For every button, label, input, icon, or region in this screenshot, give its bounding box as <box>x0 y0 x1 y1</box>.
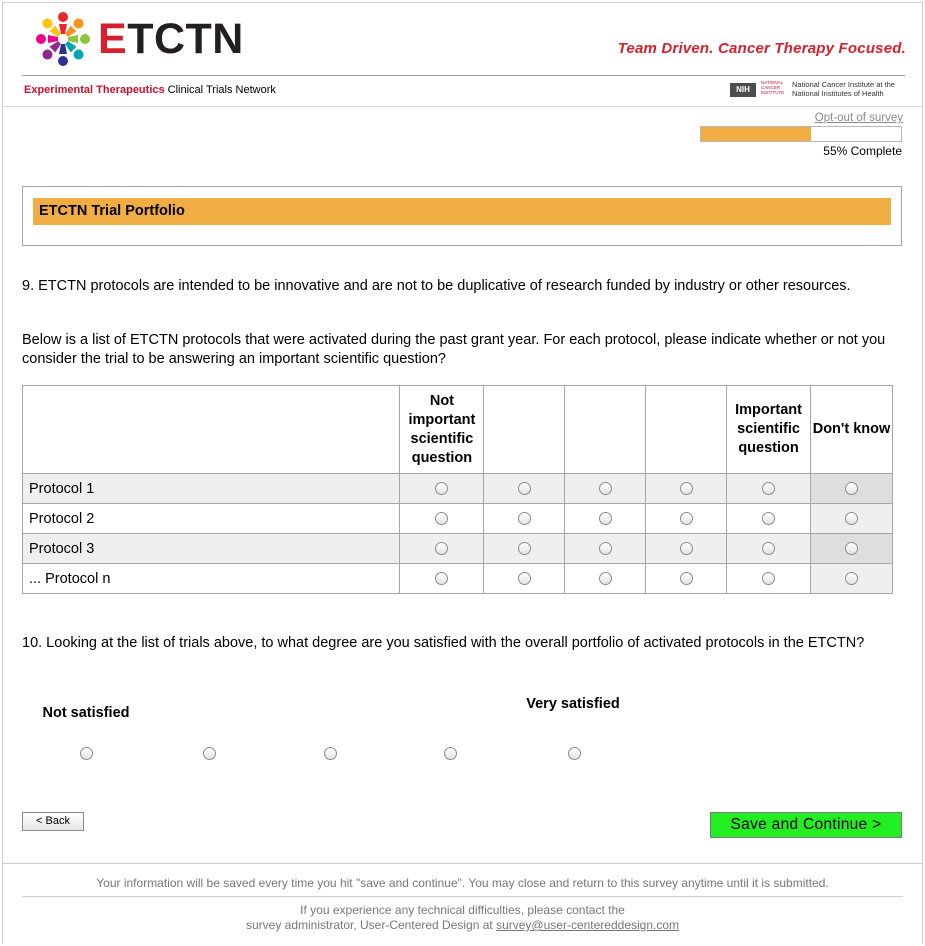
header-divider <box>22 75 905 76</box>
rating-radio[interactable] <box>435 542 448 555</box>
rating-radio[interactable] <box>762 542 775 555</box>
rating-cell <box>565 504 646 534</box>
nih-caption-line2: National Institutes of Health <box>792 89 884 98</box>
question-9-text: 9. ETCTN protocols are intended to be innovative and are not to be duplicative of research funded by industry or other resources. <box>22 278 851 294</box>
rating-radio[interactable] <box>599 572 612 585</box>
section-header-box <box>22 186 902 246</box>
network-name-red: Experimental Therapeutics <box>24 84 165 96</box>
save-and-continue-button[interactable]: Save and Continue > <box>710 812 902 838</box>
opt-out-link[interactable]: Opt-out of survey <box>814 112 903 124</box>
contact-line-1: If you experience any technical difficulties, please contact the <box>300 903 625 917</box>
col-header-dont-know: Don't know <box>811 386 893 474</box>
rating-cell <box>484 504 565 534</box>
rating-radio[interactable] <box>762 572 775 585</box>
rating-radio[interactable] <box>680 482 693 495</box>
rating-cell <box>400 504 484 534</box>
rating-cell <box>484 534 565 564</box>
satisfaction-radio[interactable] <box>444 747 457 760</box>
footer-divider <box>3 863 922 864</box>
rating-radio[interactable] <box>680 512 693 525</box>
rating-cell <box>565 564 646 594</box>
satisfaction-radio[interactable] <box>80 747 93 760</box>
rating-radio[interactable] <box>762 512 775 525</box>
col-header-3 <box>565 386 646 474</box>
rating-cell <box>646 474 727 504</box>
rating-cell <box>400 564 484 594</box>
matrix-header-row <box>23 386 893 474</box>
rating-radio[interactable] <box>435 572 448 585</box>
table-row <box>23 564 893 594</box>
network-name <box>24 84 276 96</box>
logo-letters-tctn: TCTN <box>127 15 244 63</box>
scale-high-label: Very satisfied <box>526 696 620 712</box>
question-9-instruction: Below is a list of ETCTN protocols that were activated during the past grant year. For each protocol, please indicate whether or not you consider the trial to be answering an important scientific question? <box>22 332 886 367</box>
rating-radio[interactable] <box>680 542 693 555</box>
satisfaction-radio[interactable] <box>568 747 581 760</box>
rating-cell <box>400 534 484 564</box>
table-row <box>23 474 893 504</box>
rating-radio[interactable] <box>599 482 612 495</box>
progress-bar-fill <box>701 127 811 141</box>
rating-cell <box>565 474 646 504</box>
rating-radio[interactable] <box>435 512 448 525</box>
etctn-logo <box>32 8 282 70</box>
col-header-not-important: Not important scientific question <box>400 386 484 474</box>
rating-cell <box>646 564 727 594</box>
contact-line-2 <box>0 918 925 933</box>
protocol-label: Protocol 1 <box>23 474 400 504</box>
nih-caption-line1: National Cancer Institute at the <box>792 80 895 89</box>
progress-label: 55% Complete <box>823 144 902 158</box>
col-header-important: Important scientific question <box>727 386 811 474</box>
rating-cell <box>727 564 811 594</box>
protocol-matrix <box>22 385 893 594</box>
rating-cell <box>400 474 484 504</box>
col-header-2 <box>484 386 565 474</box>
rating-cell <box>811 534 893 564</box>
save-note: Your information will be saved every time you hit "save and continue". You may close and return to this survey anytime until it is submitted. <box>96 876 829 890</box>
matrix-corner <box>23 386 400 474</box>
protocol-label: Protocol 3 <box>23 534 400 564</box>
rating-radio[interactable] <box>518 482 531 495</box>
contact-info <box>0 903 925 933</box>
logo-wordmark <box>98 14 244 64</box>
scale-low-label: Not satisfied <box>42 705 130 721</box>
nci-logo-icon: NATIONAL CANCER INSTITUTE <box>761 80 785 95</box>
nih-caption <box>792 80 895 98</box>
tagline: Team Driven. Cancer Therapy Focused. <box>617 40 906 57</box>
rating-radio[interactable] <box>435 482 448 495</box>
contact-line-2-text: survey administrator, User-Centered Design at <box>245 918 497 932</box>
rating-cell <box>484 564 565 594</box>
section-title: ETCTN Trial Portfolio <box>33 198 891 225</box>
logo-letter-e: E <box>98 15 128 63</box>
back-button[interactable]: < Back <box>22 812 84 831</box>
header-bottom-divider <box>3 106 922 107</box>
satisfaction-radio[interactable] <box>203 747 216 760</box>
contact-email-link[interactable]: survey@user-centereddesign.com <box>496 918 680 932</box>
rating-cell <box>727 474 811 504</box>
rating-cell <box>811 474 893 504</box>
table-row <box>23 534 893 564</box>
rating-radio[interactable] <box>599 542 612 555</box>
rating-radio[interactable] <box>762 482 775 495</box>
nih-badge: NIH <box>730 83 756 97</box>
rating-cell <box>727 504 811 534</box>
rating-cell <box>484 474 565 504</box>
question-10-text: 10. Looking at the list of trials above, to what degree are you satisfied with the overall portfolio of activated protocols in the ETCTN? <box>22 635 865 651</box>
rating-cell <box>811 564 893 594</box>
rating-radio[interactable] <box>518 572 531 585</box>
rating-cell <box>646 534 727 564</box>
rating-radio[interactable] <box>680 572 693 585</box>
rating-cell <box>646 504 727 534</box>
rating-cell <box>565 534 646 564</box>
rating-radio[interactable] <box>845 512 858 525</box>
rating-radio[interactable] <box>845 542 858 555</box>
table-row <box>23 504 893 534</box>
protocol-label: ... Protocol n <box>23 564 400 594</box>
rating-radio[interactable] <box>845 572 858 585</box>
rating-radio[interactable] <box>845 482 858 495</box>
rating-cell <box>727 534 811 564</box>
network-name-rest: Clinical Trials Network <box>164 84 276 96</box>
progress-bar <box>700 126 902 142</box>
col-header-4 <box>646 386 727 474</box>
rating-radio[interactable] <box>599 512 612 525</box>
people-circle-logo-icon <box>32 8 94 70</box>
rating-radio[interactable] <box>518 542 531 555</box>
footer-divider-2 <box>22 896 903 897</box>
rating-cell <box>811 504 893 534</box>
protocol-label: Protocol 2 <box>23 504 400 534</box>
nih-logo <box>730 80 906 100</box>
satisfaction-radio[interactable] <box>324 747 337 760</box>
rating-radio[interactable] <box>518 512 531 525</box>
